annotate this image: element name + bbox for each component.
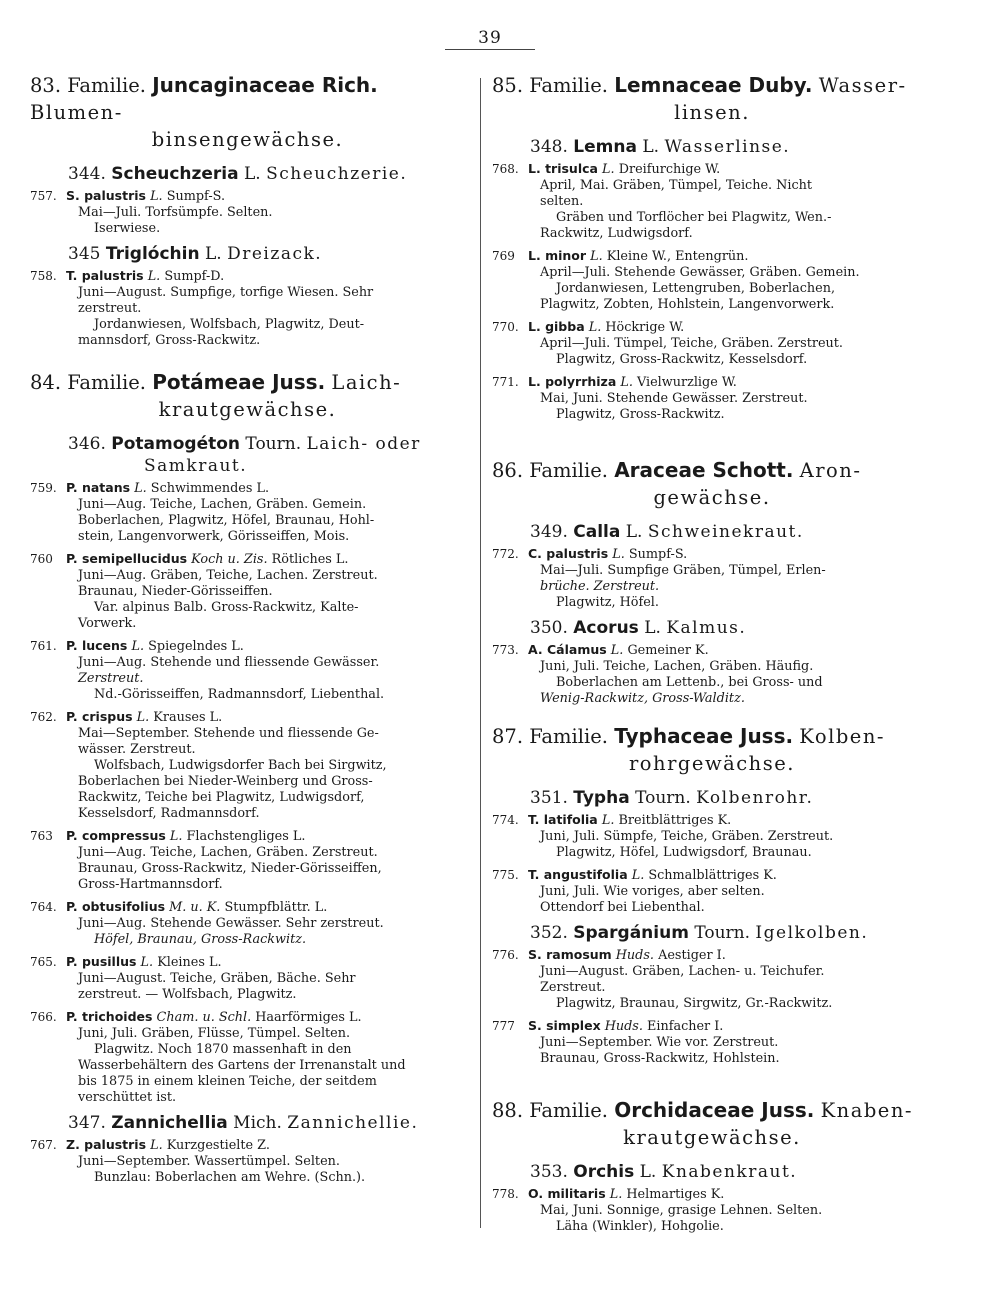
genus-heading-346: 346. Potamogéton Tourn. Laich- oder Samkraut. (68, 434, 421, 476)
species-entry-773: 773. A. Cálamus L. Gemeiner K. Juni, Juli. Teiche, Lachen, Gräben. Häufig. Boberlachen am Lettenb., bei Gross- und Wenig-Rackwitz, Gross-Walditz. (492, 642, 823, 706)
genus-heading-344: 344. Scheuchzeria L. Scheuchzerie. (68, 164, 408, 184)
species-entry-764: 764. P. obtusifolius M. u. K. Stumpfblättr. L. Juni—Aug. Stehende Gewässer. Sehr zerstreut. Höfel, Braunau, Gross-Rackwitz. (30, 899, 384, 947)
species-entry-761: 761. P. lucens L. Spiegelndes L. Juni—Aug. Stehende und fliessende Gewässer. Zerstreut. Nd.-Görisseiffen, Radmannsdorf, Liebenthal. (30, 638, 385, 702)
page-number: 39 (478, 28, 502, 48)
family-heading-85: 85. Familie. Lemnaceae Duby. Wasser- linsen. (492, 73, 907, 124)
species-entry-759: 759. P. natans L. Schwimmendes L. Juni—Aug. Teiche, Lachen, Gräben. Gemein. Boberlachen, Plagwitz, Höfel, Braunau, Hohl- stein, Langenvorwerk, Görisseiffen, Mois. (30, 480, 375, 544)
right-column (492, 72, 932, 1241)
species-entry-778: 778. O. militaris L. Helmartiges K. Mai, Juni. Sonnige, grasige Lehnen. Selten. Läha (Winkler), Hohgolie. (492, 1186, 823, 1234)
genus-heading-347: 347. Zannichellia Mich. Zannichellie. (68, 1113, 419, 1133)
genus-heading-345: 345 Triglóchin L. Dreizack. (68, 244, 323, 264)
family-heading-88: 88. Familie. Orchidaceae Juss. Knaben- krautgewächse. (492, 1098, 913, 1149)
genus-heading-350: 350. Acorus L. Kalmus. (530, 618, 747, 638)
header-rule (445, 49, 535, 50)
genus-heading-353: 353. Orchis L. Knabenkraut. (530, 1162, 798, 1182)
species-entry-776: 776. S. ramosum Huds. Aestiger I. Juni—August. Gräben, Lachen- u. Teichufer. Zerstreut. Plagwitz, Braunau, Sirgwitz, Gr.-Rackwitz. (492, 947, 833, 1011)
column-divider (480, 78, 481, 1228)
family-heading-83: 83. Familie. Juncaginaceae Rich. Blumen- binsengewächse. (30, 73, 378, 151)
species-entry-762: 762. P. crispus L. Krauses L. Mai—September. Stehende und fliessende Ge- wässer. Zerstreut. Wolfsbach, Ludwigsdorfer Bach bei Sirgwitz, Boberlachen bei Nieder-Weinberg und Gross- Rackwitz, Teiche bei Plagwitz, Ludwigsdorf, Kesselsdorf, Radmannsdorf. (30, 709, 387, 821)
species-entry-757: 757. S. palustris L. Sumpf-S. Mai—Juli. Torfsümpfe. Selten. Iserwiese. (30, 188, 273, 236)
species-entry-758: 758. T. palustris L. Sumpf-D. Juni—August. Sumpfige, torfige Wiesen. Sehr zerstreut. Jordanwiesen, Wolfsbach, Plagwitz, Deut- mannsdorf, Gross-Rackwitz. (30, 268, 374, 348)
species-entry-777: 777 S. simplex Huds. Einfacher I. Juni—September. Wie vor. Zerstreut. Braunau, Gross-Rackwitz, Hohlstein. (492, 1018, 780, 1066)
species-entry-769: 769 L. minor L. Kleine W., Entengrün. April—Juli. Stehende Gewässer, Gräben. Gemein. Jordanwiesen, Lettengruben, Boberlachen, Plagwitz, Zobten, Hohlstein, Langenvorwerk. (492, 248, 860, 312)
family-heading-84: 84. Familie. Potámeae Juss. Laich- krautgewächse. (30, 370, 402, 421)
genus-heading-352: 352. Spargánium Tourn. Igelkolben. (530, 923, 869, 943)
family-heading-87: 87. Familie. Typhaceae Juss. Kolben- rohrgewächse. (492, 724, 885, 775)
species-entry-768: 768. L. trisulca L. Dreifurchige W. April, Mai. Gräben, Tümpel, Teiche. Nicht selten. Gräben und Torflöcher bei Plagwitz, Wen.- Rackwitz, Ludwigsdorf. (492, 161, 832, 241)
species-entry-770: 770. L. gibba L. Höckrige W. April—Juli. Tümpel, Teiche, Gräben. Zerstreut. Plagwitz, Gross-Rackwitz, Kesselsdorf. (492, 319, 844, 367)
genus-heading-349: 349. Calla L. Schweinekraut. (530, 522, 804, 542)
species-entry-774: 774. T. latifolia L. Breitblättriges K. Juni, Juli. Sümpfe, Teiche, Gräben. Zerstreut. Plagwitz, Höfel, Ludwigsdorf, Braunau. (492, 812, 834, 860)
genus-heading-348: 348. Lemna L. Wasserlinse. (530, 137, 791, 157)
species-entry-763: 763 P. compressus L. Flachstengliges L. Juni—Aug. Teiche, Lachen, Gräben. Zerstreut. Braunau, Gross-Rackwitz, Nieder-Görisseiffen, Gross-Hartmannsdorf. (30, 828, 382, 892)
species-entry-772: 772. C. palustris L. Sumpf-S. Mai—Juli. Sumpfige Gräben, Tümpel, Erlen- brüche. Zerstreut. Plagwitz, Höfel. (492, 546, 826, 610)
species-entry-766: 766. P. trichoides Cham. u. Schl. Haarförmiges L. Juni, Juli. Gräben, Flüsse, Tümpel. Selten. Plagwitz. Noch 1870 massenhaft in den Wasserbehältern des Gartens der Irrenanstalt und bis 1875 in einem kleinen Teiche, der seitdem verschüttet ist. (30, 1009, 406, 1105)
species-entry-765: 765. P. pusillus L. Kleines L. Juni—August. Teiche, Gräben, Bäche. Sehr zerstreut. — Wolfsbach, Plagwitz. (30, 954, 356, 1002)
left-column (30, 72, 465, 1192)
species-entry-760: 760 P. semipellucidus Koch u. Zis. Rötliches L. Juni—Aug. Gräben, Teiche, Lachen. Zerstreut. Braunau, Nieder-Görisseiffen. Var. alpinus Balb. Gross-Rackwitz, Kalte- Vorwerk. (30, 551, 378, 631)
species-entry-767: 767. Z. palustris L. Kurzgestielte Z. Juni—September. Wassertümpel. Selten. Bunzlau: Boberlachen am Wehre. (Schn.). (30, 1137, 366, 1185)
species-entry-771: 771. L. polyrrhiza L. Vielwurzlige W. Mai, Juni. Stehende Gewässer. Zerstreut. Plagwitz, Gross-Rackwitz. (492, 374, 808, 422)
species-entry-775: 775. T. angustifolia L. Schmalblättriges K. Juni, Juli. Wie voriges, aber selten. Ottendorf bei Liebenthal. (492, 867, 777, 915)
family-heading-86: 86. Familie. Araceae Schott. Aron- gewächse. (492, 458, 862, 509)
genus-heading-351: 351. Typha Tourn. Kolbenrohr. (530, 788, 814, 808)
